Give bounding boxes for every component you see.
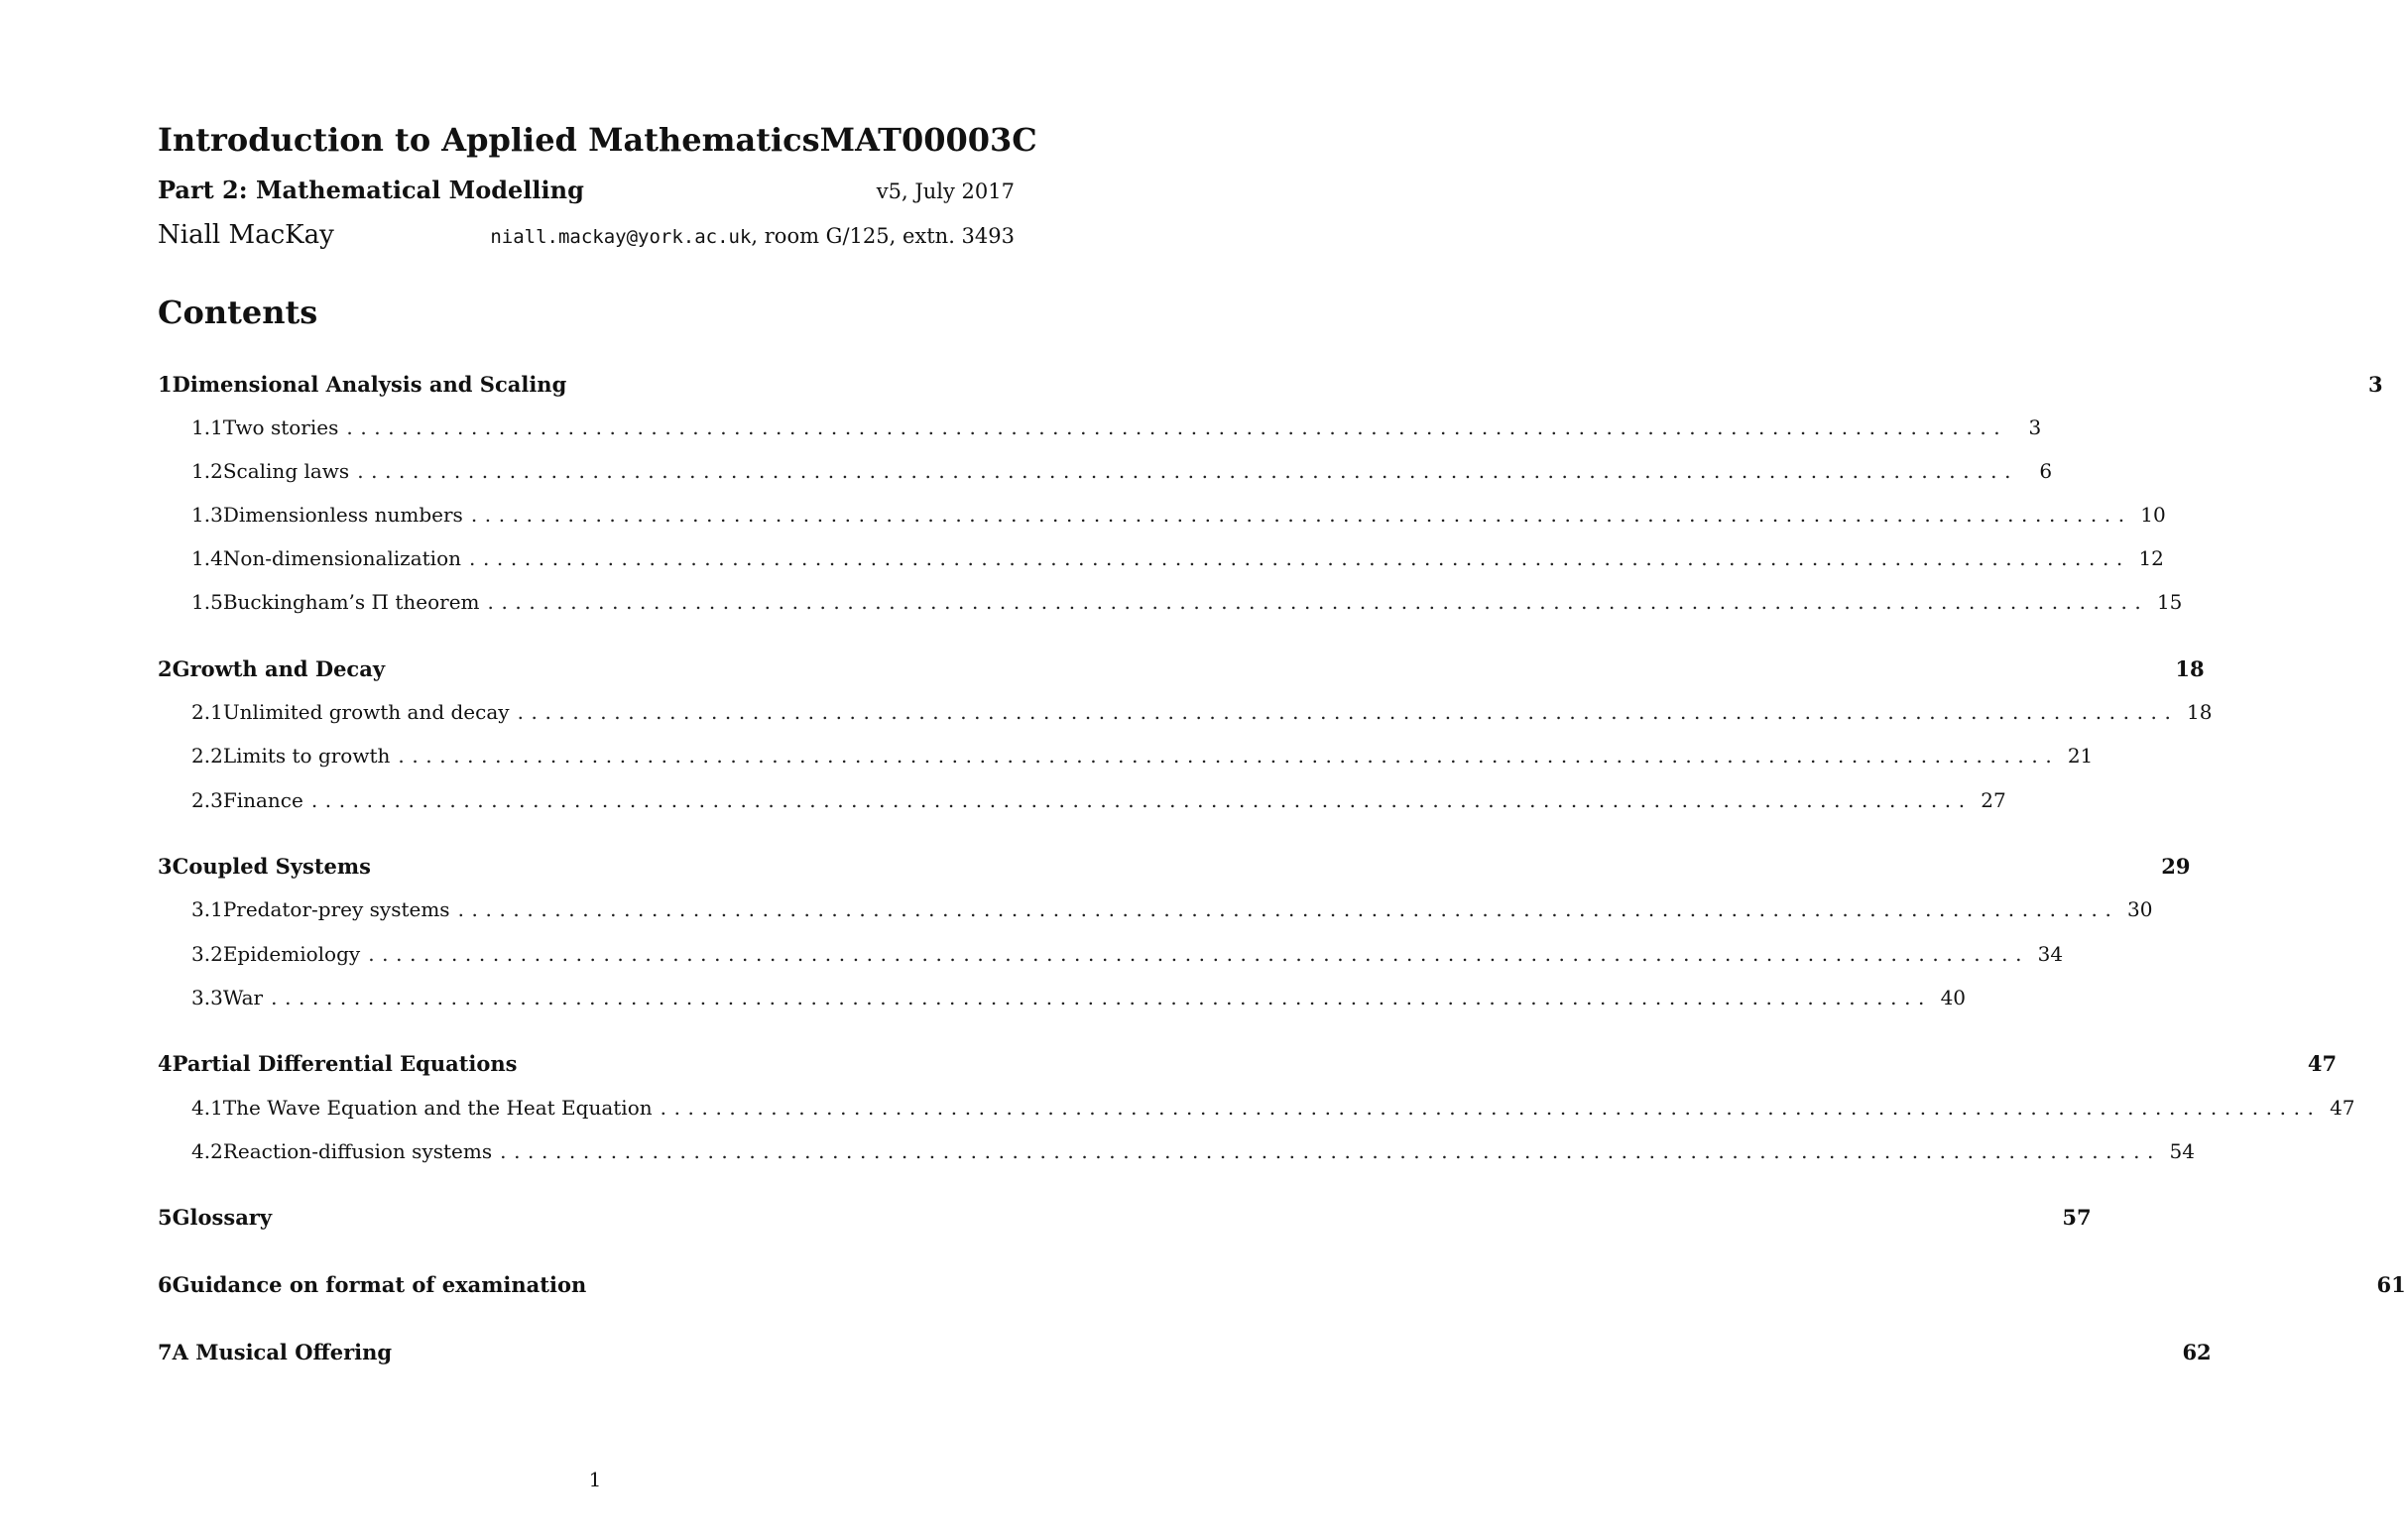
toc-section-entry[interactable] xyxy=(158,1205,2092,1239)
toc-entry-number: 1.3 xyxy=(191,503,223,527)
toc-entry-number: 2.2 xyxy=(191,744,223,768)
toc-subsection-entry[interactable] xyxy=(158,590,2183,624)
toc-entry-page: 3 xyxy=(2367,372,2383,397)
toc-entry-page: 47 xyxy=(2307,1051,2338,1076)
toc-entry-page: 47 xyxy=(2330,1096,2355,1120)
contents-heading: Contents xyxy=(158,294,318,331)
toc-entry-page: 57 xyxy=(2062,1205,2092,1230)
toc-entry-number: 1.5 xyxy=(191,590,223,614)
toc-entry-title: Predator-prey systems xyxy=(222,897,450,921)
toc-entry-title: Dimensional Analysis and Scaling xyxy=(172,372,567,397)
dot-leader: ........................................................................................................................ xyxy=(310,788,1973,812)
toc-entry-number: 3.1 xyxy=(191,897,223,921)
dot-leader: ........................................................................................................................ xyxy=(457,897,2119,921)
toc-entry-page: 21 xyxy=(2067,744,2094,768)
email-address: niall.mackay@york.ac.uk xyxy=(490,226,752,248)
document-title: Introduction to Applied Mathematics xyxy=(158,121,820,159)
toc-section-entry[interactable] xyxy=(158,854,2191,888)
toc-entry-number: 2.1 xyxy=(191,700,223,724)
toc-entry-page: 3 xyxy=(2028,415,2042,439)
toc-entry-page: 12 xyxy=(2138,546,2164,570)
toc-section-entry[interactable] xyxy=(158,1272,2406,1306)
toc-subsection-entry[interactable] xyxy=(158,546,2164,580)
toc-entry-number: 6 xyxy=(158,1272,173,1297)
toc-section-entry[interactable] xyxy=(158,372,2383,406)
dot-leader: ........................................................................................................................ xyxy=(470,503,2132,527)
toc-entry-title: Partial Differential Equations xyxy=(172,1051,518,1076)
dot-leader: ........................................................................................................................ xyxy=(398,744,2060,768)
toc-entry-title: Unlimited growth and decay xyxy=(222,700,510,724)
room-extension: , room G/125, extn. 3493 xyxy=(751,224,1015,248)
toc-entry-number: 3.3 xyxy=(191,986,223,1009)
toc-section-entry[interactable] xyxy=(158,1051,2338,1085)
toc-entry-number: 5 xyxy=(158,1205,173,1230)
toc-subsection-entry[interactable] xyxy=(158,942,2064,976)
author-name: Niall MacKay xyxy=(158,220,334,250)
toc-entry-page: 6 xyxy=(2039,459,2053,483)
dot-leader: ........................................................................................................................ xyxy=(368,942,2030,966)
toc-entry-title: Epidemiology xyxy=(222,942,361,966)
toc-entry-page: 27 xyxy=(1981,788,2006,812)
toc-entry-page: 54 xyxy=(2169,1139,2195,1163)
toc-subsection-entry[interactable] xyxy=(158,744,2094,777)
toc-entry-page: 18 xyxy=(2187,700,2213,724)
toc-entry-page: 34 xyxy=(2037,942,2064,966)
toc-entry-title: Non-dimensionalization xyxy=(222,546,461,570)
dot-leader: ........................................................................................................................ xyxy=(271,986,1933,1009)
toc-entry-page: 30 xyxy=(2127,897,2153,921)
toc-entry-title: The Wave Equation and the Heat Equation xyxy=(222,1096,653,1120)
dot-leader: ........................................................................................................................ xyxy=(660,1096,2322,1120)
toc-entry-title: Coupled Systems xyxy=(172,854,371,879)
toc-entry-title: Finance xyxy=(222,788,303,812)
toc-subsection-entry[interactable] xyxy=(158,788,2006,822)
version-date: v5, July 2017 xyxy=(876,179,1015,203)
toc-entry-title: Limits to growth xyxy=(222,744,391,768)
toc-entry-title: Glossary xyxy=(172,1205,273,1230)
course-code: MAT00003C xyxy=(819,121,1037,159)
toc-entry-page: 62 xyxy=(2182,1340,2212,1364)
toc-entry-number: 1.1 xyxy=(191,415,223,439)
dot-leader: ........................................................................................................................ xyxy=(487,590,2149,614)
toc-entry-page: 15 xyxy=(2156,590,2183,614)
part-title: Part 2: Mathematical Modelling xyxy=(158,176,584,204)
toc-entry-number: 7 xyxy=(158,1340,173,1364)
toc-entry-title: A Musical Offering xyxy=(172,1340,393,1364)
toc-section-entry[interactable] xyxy=(158,1340,2212,1373)
toc-entry-page: 40 xyxy=(1940,986,1967,1009)
toc-subsection-entry[interactable] xyxy=(158,1139,2195,1173)
toc-subsection-entry[interactable] xyxy=(158,415,2042,449)
page-number: 1 xyxy=(588,1468,602,1491)
dot-leader: ........................................................................................................................ xyxy=(346,415,2008,439)
toc-entry-number: 1.2 xyxy=(191,459,223,483)
dot-leader: ........................................................................................................................ xyxy=(357,459,2019,483)
toc-entry-number: 2 xyxy=(158,656,173,681)
toc-entry-page: 18 xyxy=(2175,656,2205,681)
dot-leader: ........................................................................................................................ xyxy=(517,700,2179,724)
dot-leader: ........................................................................................................................ xyxy=(469,546,2130,570)
toc-entry-number: 4.2 xyxy=(191,1139,223,1163)
toc-entry-page: 29 xyxy=(2161,854,2191,879)
toc-subsection-entry[interactable] xyxy=(158,459,2053,493)
toc-entry-page: 61 xyxy=(2376,1272,2406,1297)
toc-entry-page: 10 xyxy=(2140,503,2166,527)
toc-entry-number: 2.3 xyxy=(191,788,223,812)
toc-entry-title: Buckingham’s Π theorem xyxy=(222,590,480,614)
toc-entry-number: 4 xyxy=(158,1051,173,1076)
toc-entry-title: Reaction-diffusion systems xyxy=(222,1139,493,1163)
toc-entry-title: Growth and Decay xyxy=(172,656,386,681)
toc-entry-title: Two stories xyxy=(222,415,339,439)
toc-entry-number: 3.2 xyxy=(191,942,223,966)
toc-section-entry[interactable] xyxy=(158,656,2205,690)
dot-leader: ........................................................................................................................ xyxy=(500,1139,2161,1163)
toc-entry-title: Guidance on format of examination xyxy=(172,1272,587,1297)
toc-subsection-entry[interactable] xyxy=(158,503,2166,536)
toc-subsection-entry[interactable] xyxy=(158,986,1967,1019)
toc-subsection-entry[interactable] xyxy=(158,1096,2355,1129)
toc-entry-title: War xyxy=(222,986,264,1009)
toc-subsection-entry[interactable] xyxy=(158,897,2153,931)
toc-entry-number: 4.1 xyxy=(191,1096,223,1120)
toc-subsection-entry[interactable] xyxy=(158,700,2213,734)
toc-entry-number: 1 xyxy=(158,372,173,397)
toc-entry-number: 1.4 xyxy=(191,546,223,570)
toc-entry-title: Scaling laws xyxy=(222,459,350,483)
toc-entry-number: 3 xyxy=(158,854,173,879)
toc-entry-title: Dimensionless numbers xyxy=(222,503,463,527)
